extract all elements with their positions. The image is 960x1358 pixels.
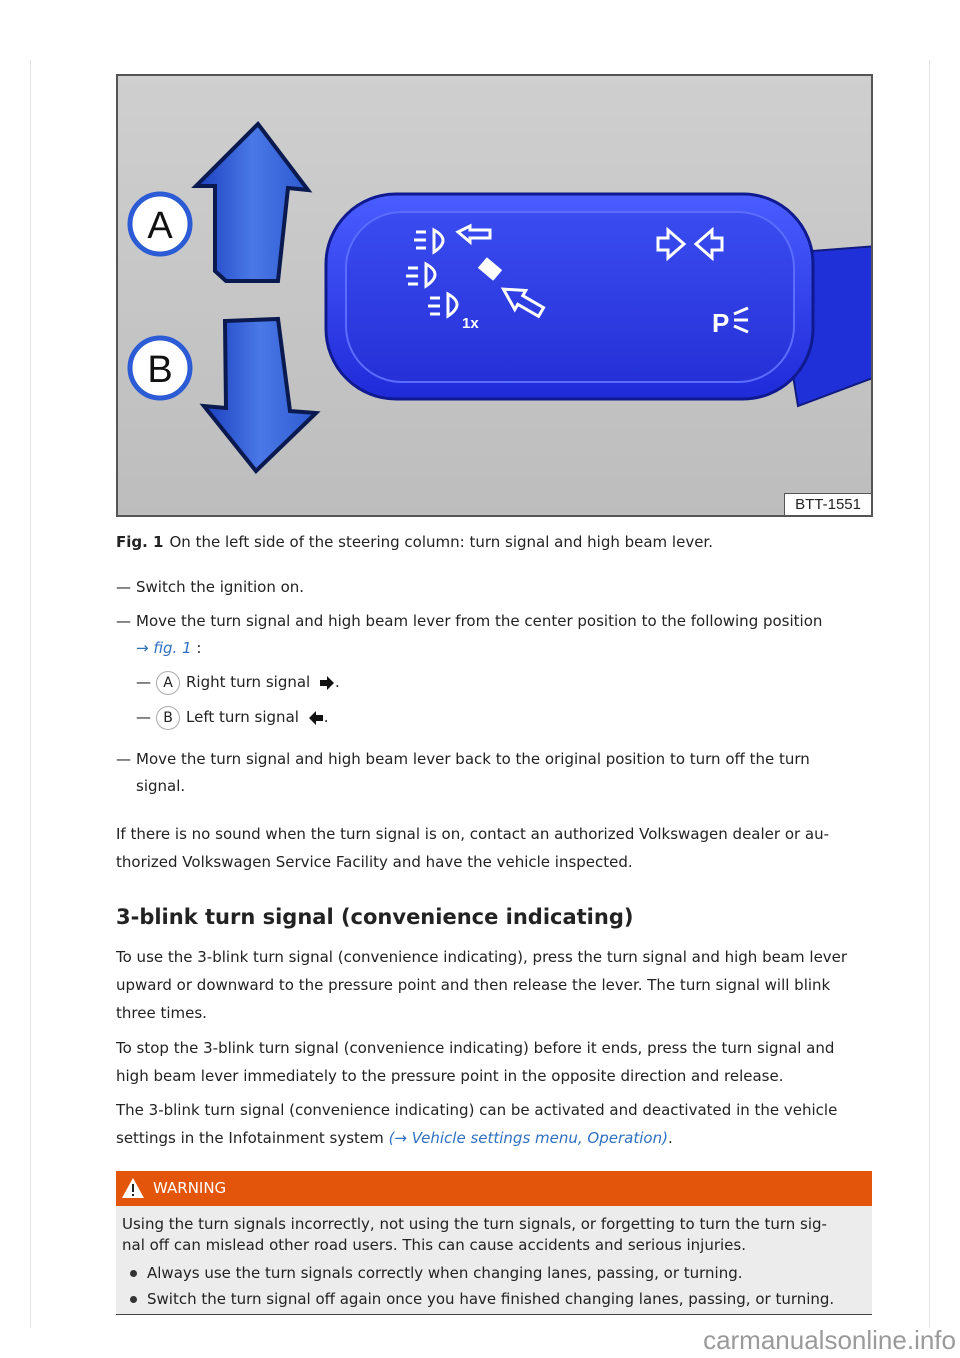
warning-icon — [121, 1177, 145, 1199]
paragraph-use-line3: three times. — [116, 1004, 207, 1022]
settings-text: settings in the Infotainment system — [116, 1129, 384, 1147]
bullet-icon — [130, 1270, 137, 1277]
warning-bullet-1 — [130, 1264, 743, 1282]
step-1-text: Switch the ignition on. — [136, 578, 305, 596]
flash-count-label: 1x — [462, 315, 479, 332]
figure-number: Fig. 1 — [116, 533, 164, 551]
warning-text-line1: Using the turn signals incorrectly, not using the turn signals, or forgetting to turn the turn sig- — [122, 1215, 827, 1233]
step-2-text: Move the turn signal and high beam lever from the center position to the following position — [136, 612, 823, 630]
section-heading: 3-blink turn signal (convenience indicating) — [116, 905, 634, 929]
step-1: — Switch the ignition on. — [116, 578, 305, 596]
paragraph-no-sound-line1: If there is no sound when the turn signal is on, contact an authorized Volkswagen dealer or au- — [116, 825, 830, 843]
badge-a: A — [156, 671, 180, 695]
step-3-text-line1: Move the turn signal and high beam lever back to the original position to turn off the turn — [136, 750, 810, 768]
step-2-colon: : — [191, 639, 202, 657]
paragraph-no-sound-line2: thorized Volkswagen Service Facility and have the vehicle inspected. — [116, 853, 633, 871]
page-guide-right — [929, 60, 930, 1328]
paragraph-no-sound — [116, 820, 876, 876]
warning-bullet-2-text: Switch the turn signal off again once you have finished changing lanes, passing, or turning. — [147, 1290, 835, 1308]
badge-b: B — [156, 706, 180, 730]
step-3: — Move the turn signal and high beam lever back to the original position to turn off the turn — [116, 750, 810, 768]
figure-turn-signal-lever — [116, 74, 873, 517]
arrow-up-icon — [196, 124, 308, 281]
step-2: — Move the turn signal and high beam lever from the center position to the following position — [116, 612, 823, 630]
warning-body — [116, 1206, 872, 1315]
lever-illustration — [118, 76, 871, 515]
figure-link[interactable]: → fig. 1 — [136, 639, 192, 657]
settings-menu-link[interactable]: (→ Vehicle settings menu, Operation) — [388, 1129, 668, 1147]
arrow-down-icon — [204, 319, 316, 471]
paragraph-settings-line2 — [116, 1124, 876, 1152]
warning-header — [116, 1171, 872, 1206]
stalk-face — [346, 212, 794, 382]
paragraph-settings — [116, 1096, 876, 1152]
warning-text — [122, 1214, 862, 1256]
figure-code: BTT-1551 — [784, 493, 871, 515]
settings-period: . — [667, 1129, 673, 1147]
watermark: carmanualsonline.info — [703, 1325, 956, 1355]
page-guide-left — [30, 60, 31, 1328]
warning-bullet-1-text: Always use the turn signals correctly when changing lanes, passing, or turning. — [147, 1264, 743, 1282]
warning-title: WARNING — [153, 1179, 227, 1197]
substep-a-text: Right turn signal — [186, 673, 311, 691]
paragraph-stop — [116, 1034, 876, 1090]
paragraph-use-line1: To use the 3-blink turn signal (convenience indicating), press the turn signal and high beam lever — [116, 948, 848, 966]
label-b: B — [147, 349, 173, 391]
substep-a: — A Right turn signal . — [136, 668, 340, 696]
paragraph-stop-line2: high beam lever immediately to the pressure point in the opposite direction and release. — [116, 1067, 784, 1085]
step-3-text-line2: signal. — [136, 777, 186, 795]
warning-bullet-2 — [130, 1290, 834, 1308]
substep-b-text: Left turn signal — [186, 708, 299, 726]
step-2-ref — [136, 634, 201, 662]
label-a: A — [147, 205, 173, 247]
right-turn-signal-icon — [319, 676, 335, 690]
paragraph-use — [116, 943, 876, 1027]
bullet-icon — [130, 1296, 137, 1303]
paragraph-use-line2: upward or downward to the pressure point and then release the lever. The turn signal will blink — [116, 976, 831, 994]
figure-caption — [116, 533, 713, 551]
paragraph-settings-line1: The 3-blink turn signal (convenience indicating) can be activated and deactivated in the vehicle — [116, 1101, 838, 1119]
warning-text-line2: nal off can mislead other road users. This can cause accidents and serious injuries. — [122, 1236, 746, 1254]
figure-caption-text: On the left side of the steering column: turn signal and high beam lever. — [169, 533, 713, 551]
left-turn-signal-icon — [308, 711, 324, 725]
step-3-cont — [136, 772, 185, 800]
paragraph-stop-line1: To stop the 3-blink turn signal (convenience indicating) before it ends, press the turn signal and — [116, 1039, 835, 1057]
parking-light-symbol: P — [712, 308, 730, 338]
substep-b: — B Left turn signal . — [136, 703, 329, 731]
